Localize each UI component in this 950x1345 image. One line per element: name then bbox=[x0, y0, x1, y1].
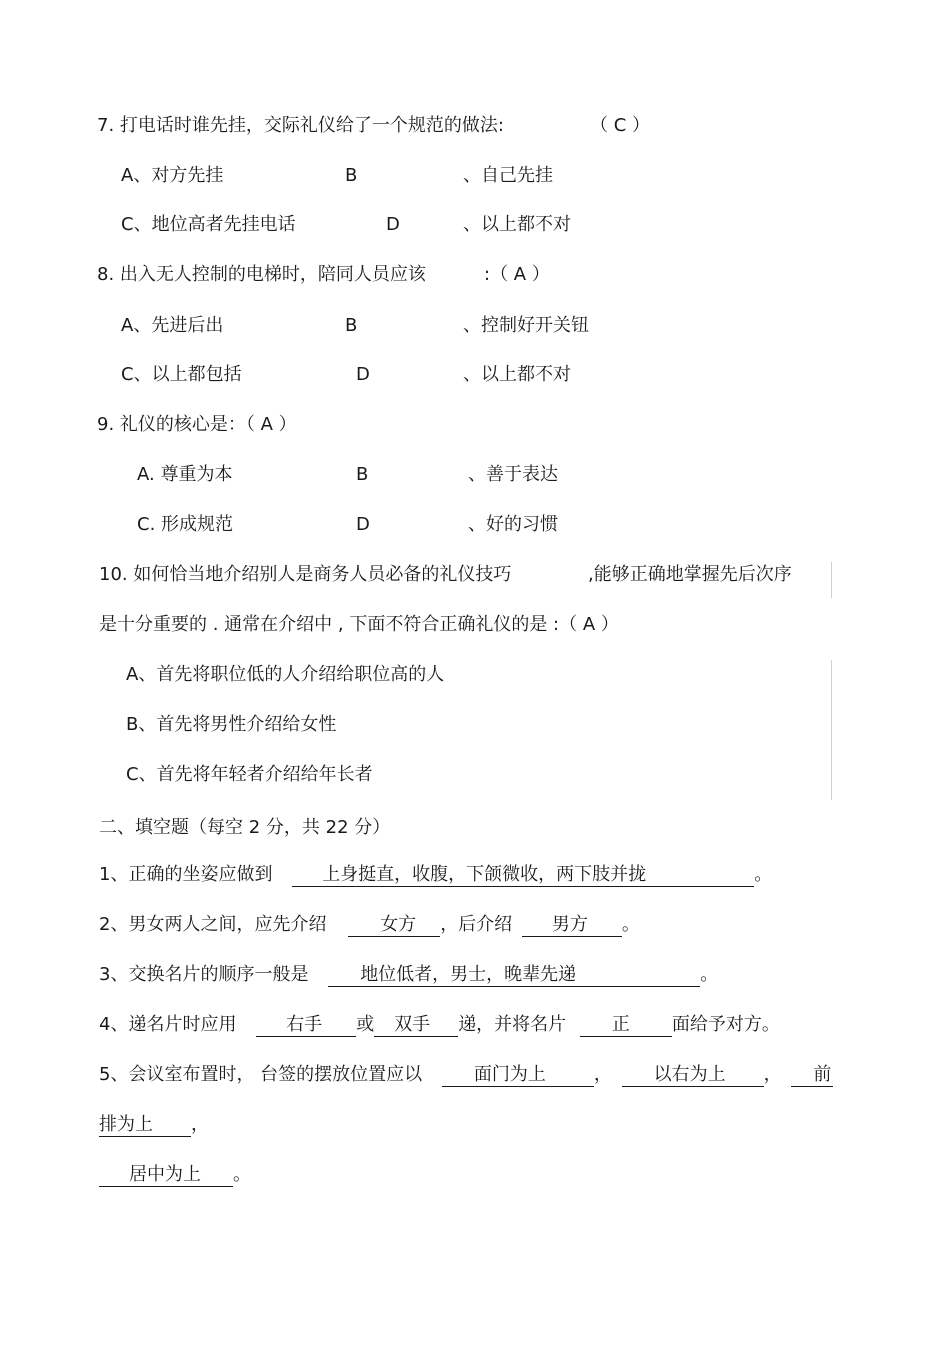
q8-answer: :（ A ） bbox=[484, 264, 550, 285]
fill-3-prefix: 3、交换名片的顺序一般是 bbox=[99, 964, 309, 985]
q10-stem-line1-a: 10. 如何恰当地介绍别人是商务人员必备的礼仪技巧 bbox=[99, 564, 512, 585]
fill-4-mid-2: 递，并将名片 bbox=[458, 1014, 567, 1035]
q9-option-d-letter: D bbox=[356, 514, 370, 535]
fill-4-blank-2: 双手 bbox=[374, 1014, 458, 1037]
q7-option-b-letter: B bbox=[345, 165, 358, 186]
fill-4-suffix: 面给予对方。 bbox=[671, 1014, 780, 1035]
fill-2-suffix: 。 bbox=[621, 914, 640, 935]
fill-5-blank-3-start: 前 bbox=[791, 1064, 833, 1087]
q9-option-c: C. 形成规范 bbox=[137, 514, 234, 535]
fill-4-prefix: 4、递名片时应用 bbox=[99, 1014, 237, 1035]
q9-option-a: A. 尊重为本 bbox=[137, 464, 233, 485]
fill-5-blank-3-end: 排为上 bbox=[99, 1114, 191, 1137]
fill-5-sep-3: ， bbox=[191, 1114, 209, 1135]
q7-option-a: A、对方先挂 bbox=[121, 165, 224, 186]
fill-4-mid-1: 或 bbox=[356, 1014, 375, 1035]
q8-option-c: C、以上都包括 bbox=[121, 364, 242, 385]
q10-option-a: A、首先将职位低的人介绍给职位高的人 bbox=[126, 664, 445, 685]
q9-stem: 9. 礼仪的核心是：（ A ） bbox=[97, 414, 297, 435]
q9-option-b-text: 、善于表达 bbox=[468, 464, 558, 485]
fill-2 bbox=[99, 913, 640, 937]
q10-stem-line1-b: ,能够正确地掌握先后次序 bbox=[588, 564, 792, 585]
q7-stem: 7. 打电话时谁先挂，交际礼仪给了一个规范的做法: bbox=[97, 115, 504, 136]
q8-option-b-letter: B bbox=[345, 315, 358, 336]
q8-stem: 8. 出入无人控制的电梯时，陪同人员应该 bbox=[97, 264, 426, 285]
q8-option-d-text: 、以上都不对 bbox=[463, 364, 571, 385]
q8-option-b-text: 、控制好开关钮 bbox=[463, 315, 589, 336]
fill-2-mid: ，后介绍 bbox=[440, 914, 513, 935]
fill-5-sep-1: ， bbox=[593, 1064, 612, 1085]
fill-3 bbox=[99, 963, 718, 987]
fill-1 bbox=[99, 863, 772, 887]
q10-stem-line2: 是十分重要的 . 通常在介绍中 , 下面不符合正确礼仪的是 :（ A ） bbox=[99, 614, 619, 635]
section-heading: 二、填空题（每空 2 分，共 22 分） bbox=[99, 817, 391, 838]
fill-3-blank: 地位低者，男士，晚辈先递 bbox=[328, 964, 700, 987]
fill-4-blank-3: 正 bbox=[580, 1014, 672, 1037]
fill-1-prefix: 1、正确的坐姿应做到 bbox=[99, 864, 273, 885]
fill-5-sep-2: ， bbox=[763, 1064, 782, 1085]
fill-2-blank-1: 女方 bbox=[348, 914, 440, 937]
margin-rule-top bbox=[831, 562, 832, 598]
q7-answer: （ C ） bbox=[590, 115, 651, 136]
fill-4 bbox=[99, 1013, 780, 1037]
q10-option-c: C、首先将年轻者介绍给年长者 bbox=[126, 764, 373, 785]
fill-5-line2 bbox=[99, 1113, 209, 1137]
fill-4-blank-1: 右手 bbox=[256, 1014, 356, 1037]
fill-5-blank-1: 面门为上 bbox=[442, 1064, 594, 1087]
fill-2-blank-2: 男方 bbox=[522, 914, 622, 937]
fill-5-blank-4: 居中为上 bbox=[99, 1164, 233, 1187]
q7-option-b-text: 、自己先挂 bbox=[463, 165, 553, 186]
q7-option-d-letter: D bbox=[386, 214, 400, 235]
fill-5-line3 bbox=[99, 1163, 251, 1187]
fill-5-suffix: 。 bbox=[233, 1164, 251, 1185]
q9-option-d-text: 、好的习惯 bbox=[468, 514, 558, 535]
q8-option-a: A、先进后出 bbox=[121, 315, 224, 336]
fill-2-prefix: 2、男女两人之间，应先介绍 bbox=[99, 914, 327, 935]
q7-option-c: C、地位高者先挂电话 bbox=[121, 214, 296, 235]
fill-1-blank: 上身挺直，收腹，下颌微收，两下肢并拢 bbox=[292, 864, 754, 887]
fill-5-line1 bbox=[99, 1063, 833, 1087]
margin-rule-bottom bbox=[831, 660, 832, 800]
q8-option-d-letter: D bbox=[356, 364, 370, 385]
fill-5-prefix: 5、会议室布置时， 台签的摆放位置应以 bbox=[99, 1064, 423, 1085]
fill-5-blank-2: 以右为上 bbox=[622, 1064, 764, 1087]
fill-3-suffix: 。 bbox=[700, 964, 719, 985]
fill-1-suffix: 。 bbox=[754, 864, 773, 885]
q10-option-b: B、首先将男性介绍给女性 bbox=[126, 714, 337, 735]
q9-option-b-letter: B bbox=[356, 464, 369, 485]
q7-option-d-text: 、以上都不对 bbox=[463, 214, 571, 235]
